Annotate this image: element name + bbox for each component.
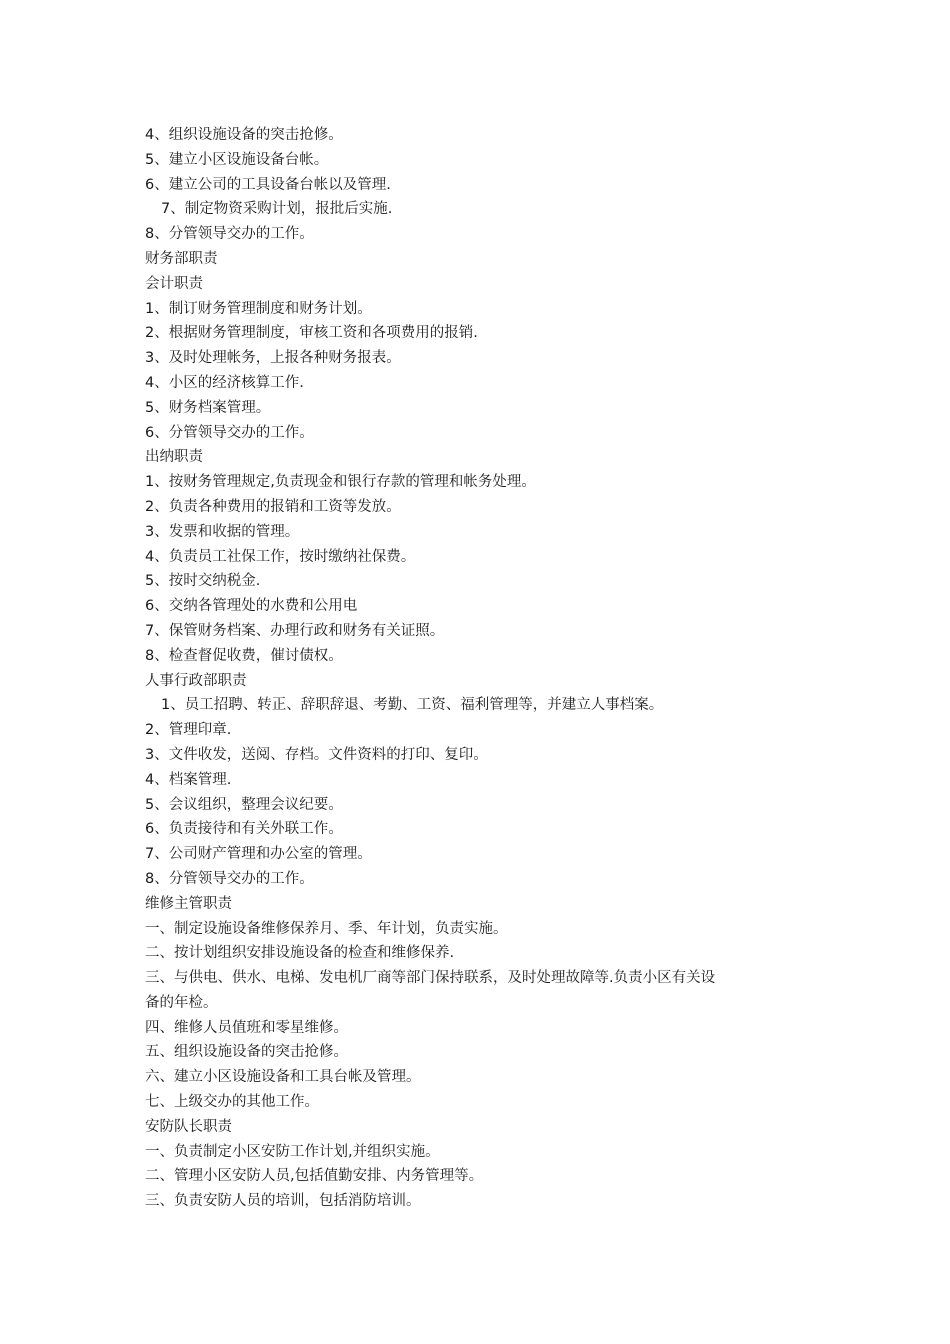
list-item: 6、分管领导交办的工作。 [145,424,314,441]
section-heading: 安防队长职责 [145,1118,232,1135]
list-item: 6、负责接待和有关外联工作。 [145,821,343,838]
list-item-continuation: 备的年检。 [145,994,218,1011]
list-item: 6、建立公司的工具设备台帐以及管理. [145,176,391,193]
list-item: 三、负责安防人员的培训，包括消防培训。 [145,1193,421,1210]
list-item: 5、会议组织，整理会议纪要。 [145,796,343,813]
list-item: 六、建立小区设施设备和工具台帐及管理。 [145,1069,421,1086]
section-heading: 财务部职责 [145,250,218,267]
list-item: 一、制定设施设备维修保养月、季、年计划，负责实施。 [145,920,508,937]
list-item: 2、根据财务管理制度，审核工资和各项费用的报销. [145,325,478,342]
list-item: 2、负责各种费用的报销和工资等发放。 [145,498,401,515]
list-item: 6、交纳各管理处的水费和公用电 [145,598,358,615]
list-item: 1、按财务管理规定,负责现金和银行存款的管理和帐务处理。 [145,474,536,491]
list-item: 1、制订财务管理制度和财务计划。 [145,300,372,317]
list-item: 4、小区的经济核算工作. [145,374,304,391]
list-item: 7、保管财务档案、办理行政和财务有关证照。 [145,622,445,639]
list-item: 5、按时交纳税金. [145,573,261,590]
list-item: 7、制定物资采购计划，报批后实施. [161,201,393,218]
subsection-heading: 出纳职责 [145,449,203,466]
list-item: 五、组织设施设备的突击抢修。 [145,1044,348,1061]
list-item: 一、负责制定小区安防工作计划,并组织实施。 [145,1143,440,1160]
list-item: 三、与供电、供水、电梯、发电机厂商等部门保持联系，及时处理故障等.负责小区有关设 [145,970,716,987]
list-item: 2、管理印章. [145,722,232,739]
list-item: 四、维修人员值班和零星维修。 [145,1019,348,1036]
list-item: 4、档案管理. [145,771,232,788]
list-item: 4、负责员工社保工作，按时缴纳社保费。 [145,548,416,565]
list-item: 8、分管领导交办的工作。 [145,226,314,243]
list-item: 7、公司财产管理和办公室的管理。 [145,846,372,863]
document-body [145,123,825,1214]
list-item: 3、发票和收据的管理。 [145,523,300,540]
section-heading: 人事行政部职责 [145,672,247,689]
list-item: 3、及时处理帐务，上报各种财务报表。 [145,350,401,367]
list-item: 5、财务档案管理。 [145,399,271,416]
list-item: 8、分管领导交办的工作。 [145,870,314,887]
list-item: 8、检查督促收费，催讨债权。 [145,647,343,664]
list-item: 二、管理小区安防人员,包括值勤安排、内务管理等。 [145,1168,484,1185]
list-item: 5、建立小区设施设备台帐。 [145,151,329,168]
list-item: 七、上级交办的其他工作。 [145,1094,319,1111]
subsection-heading: 会计职责 [145,275,203,292]
list-item: 4、组织设施设备的突击抢修。 [145,127,343,143]
list-item: 3、文件收发，送阅、存档。文件资料的打印、复印。 [145,746,488,763]
list-item: 二、按计划组织安排设施设备的检查和维修保养. [145,945,455,962]
section-heading: 维修主管职责 [145,895,232,912]
list-item: 1、员工招聘、转正、辞职辞退、考勤、工资、福利管理等，并建立人事档案。 [161,697,664,714]
